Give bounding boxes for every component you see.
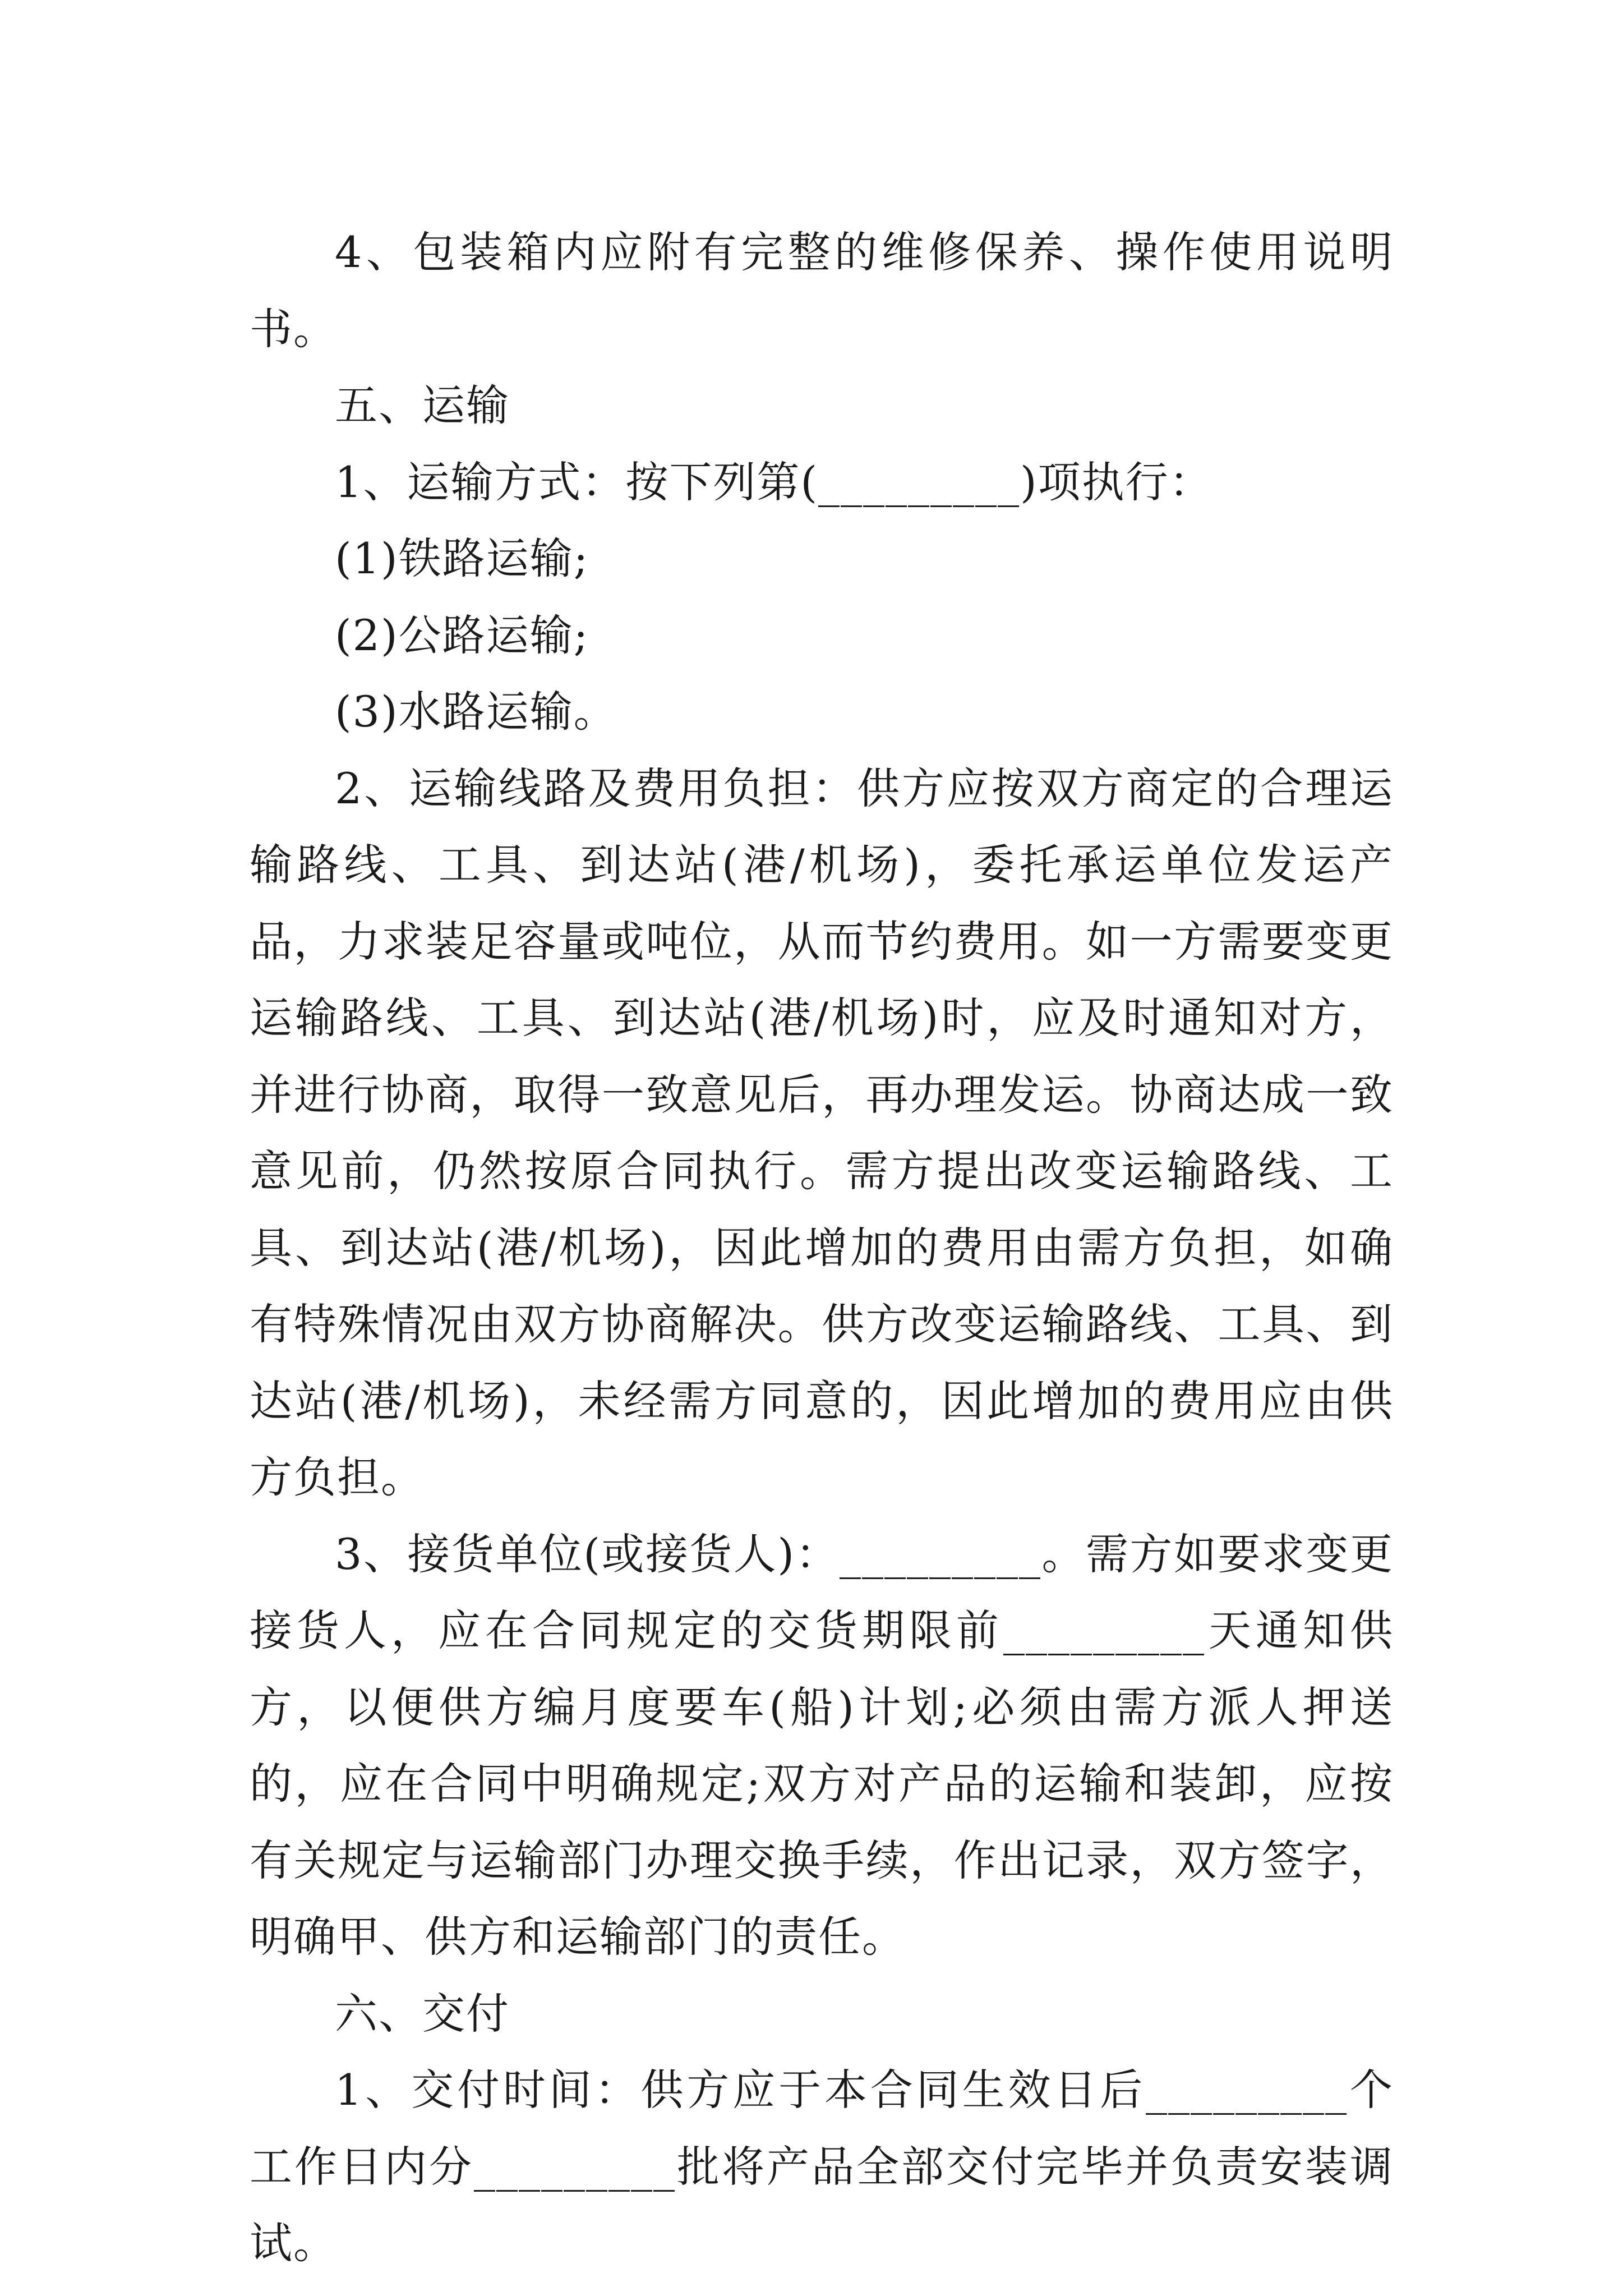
- option-road: (2)公路运输;: [335, 610, 589, 660]
- clause-consignee: 3、接货单位(或接货人)：_________。需方如要求变更接货人，应在合同规定的交货期限前_________天通知供方，以便供方编月度要车(船)计划;必须由需方派人押送的，应在合同中明确规定;双方对产品的运输和装卸，应按有关规定与运输部门办理交换手续，作出记录，双方签字，明确甲、供方和运输部门的责任。: [250, 1529, 1394, 1962]
- clause-delivery-time: 1、交付时间：供方应于本合同生效日后_________个工作日内分_________批将产品全部交付完毕并负责安装调试。: [250, 2065, 1394, 2268]
- section-heading-transport: 五、运输: [335, 380, 510, 430]
- clause-packaging-manual: 4、包装箱内应附有完整的维修保养、操作使用说明书。: [250, 227, 1394, 354]
- option-rail: (1)铁路运输;: [335, 533, 589, 583]
- section-heading-delivery: 六、交付: [335, 1988, 510, 2039]
- clause-transport-method: 1、运输方式：按下列第(_________)项执行：: [335, 457, 1213, 507]
- contract-body: [250, 214, 1394, 2282]
- option-water: (3)水路运输。: [335, 687, 617, 737]
- clause-route-and-costs: 2、运输线路及费用负担：供方应按双方商定的合理运输路线、工具、到达站(港/机场)，委托承运单位发运产品，力求装足容量或吨位，从而节约费用。如一方需要变更运输路线、工具、到达站(港/机场)时，应及时通知对方，并进行协商，取得一致意见后，再办理发运。协商达成一致意见前，仍然按原合同执行。需方提出改变运输路线、工具、到达站(港/机场)，因此增加的费用由需方负担，如确有特殊情况由双方协商解决。供方改变运输路线、工具、到达站(港/机场)，未经需方同意的，因此增加的费用应由供方负担。: [250, 763, 1394, 1502]
